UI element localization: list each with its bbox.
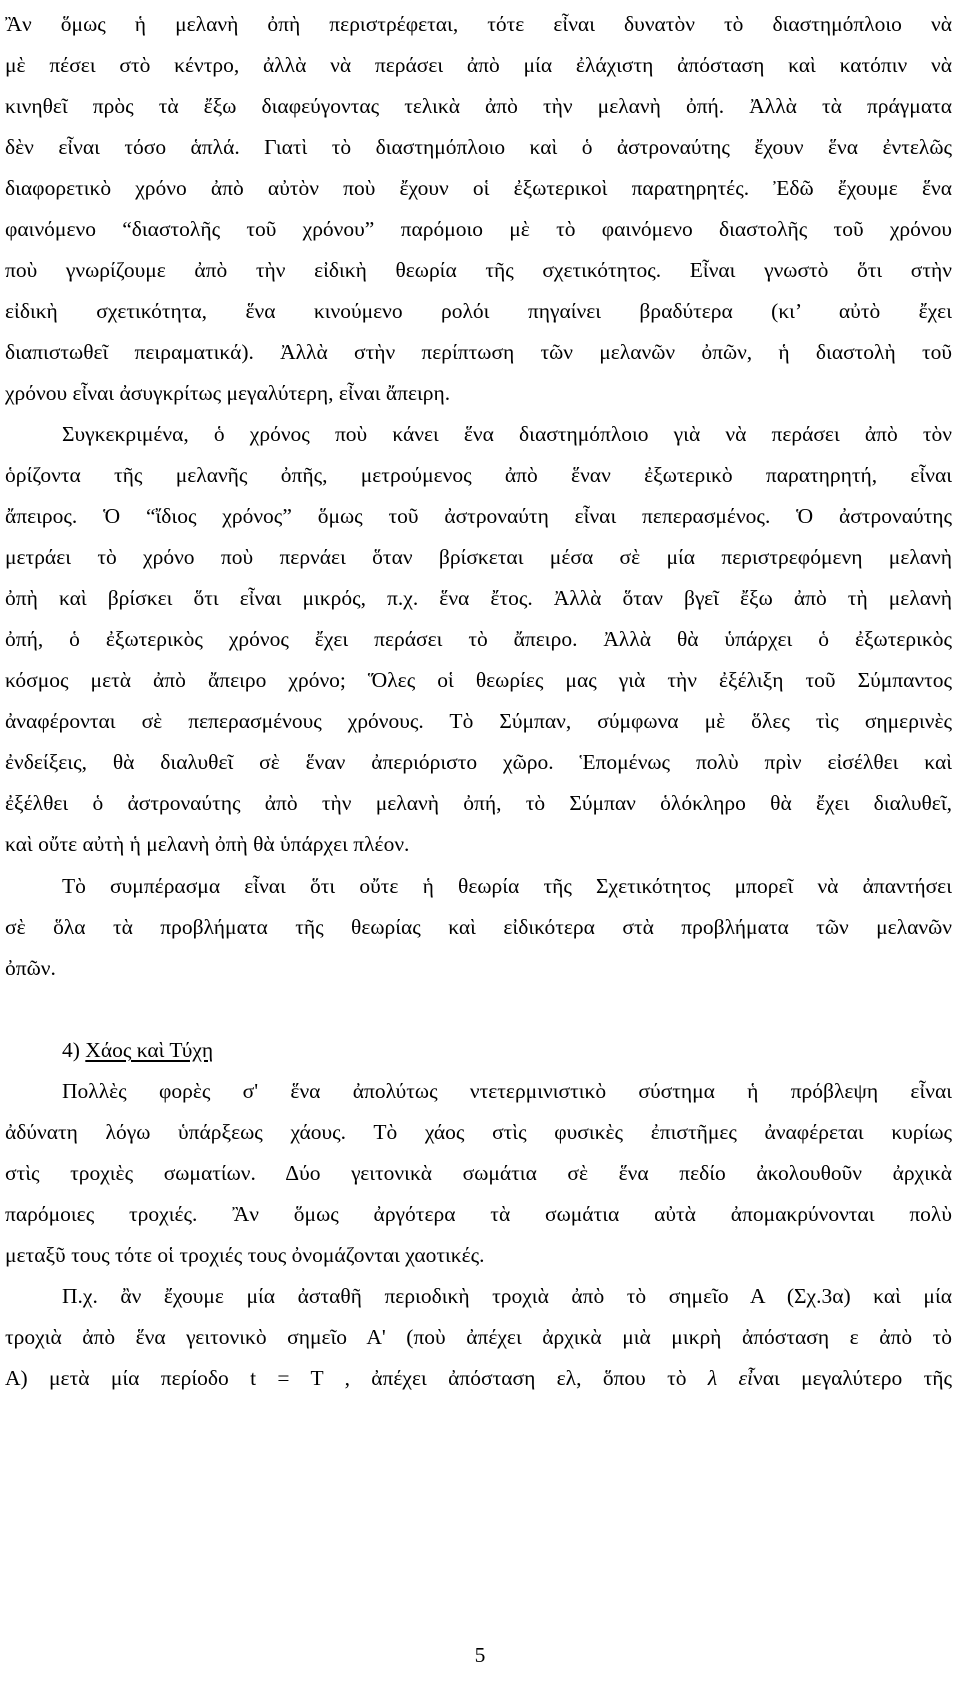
text-line: σὲ ὅλα τὰ προβλήματα τῆς θεωρίας καὶ εἰδικότερα στὰ προβλήματα τῶν μελανῶν [5, 915, 952, 939]
text-line: ἀδύνατη λόγω ὑπάρξεως χάους. Τὸ χάος στὶς φυσικὲς ἐπιστῆμες ἀναφέρεται κυρίως [5, 1120, 952, 1144]
text-line: ἐνδείξεις, θὰ διαλυθεῖ σὲ ἕναν ἀπεριόριστο χῶρο. Ἑπομένως πολὺ πρὶν εἰσέλθει καὶ [5, 750, 952, 774]
page-number: 5 [474, 1643, 486, 1667]
text-line: καὶ οὔτε αὐτὴ ἡ μελανὴ ὀπὴ θὰ ὑπάρχει πλέον. [5, 832, 410, 856]
text-line: παρόμοιες τροχιές. Ἂν ὅμως ἀργότερα τὰ σωμάτια αὐτὰ ἀπομακρύνονται πολὺ [5, 1202, 952, 1226]
text-line: διαφορετικὸ χρόνο ἀπὸ αὐτὸν ποὺ ἔχουν οἱ ἐξωτερικοὶ παρατηρητές. Ἐδῶ ἔχουμε ἕνα [5, 176, 952, 200]
section-heading [5, 1030, 952, 1071]
text-line: ἄπειρος. Ὁ “ἴδιος χρόνος” ὅμως τοῦ ἀστροναύτη εἶναι πεπερασμένος. Ὁ ἀστροναύτης [5, 504, 952, 528]
text-segment: ναι μεγαλύτερο τῆς [753, 1366, 952, 1390]
text-line: ἀναφέρονται σὲ πεπερασμένους χρόνους. Τὸ Σύμπαν, σύμφωνα μὲ ὅλες τὶς σημερινὲς [5, 709, 952, 733]
text-line: στὶς τροχιὲς σωματίων. Δύο γειτονικὰ σωμάτια σὲ ἕνα πεδίο ἀκολουθοῦν ἀρχικὰ [5, 1161, 952, 1185]
text-line: κόσμος μετὰ ἀπὸ ἄπειρο χρόνο; Ὅλες οἱ θεωρίες μας γιὰ τὴν ἐξέλιξη τοῦ Σύμπαντος [5, 668, 952, 692]
paragraph-3 [5, 866, 952, 989]
section-title: Χάος καὶ Τύχη [85, 1038, 214, 1062]
text-line: Συγκεκριμένα, ὁ χρόνος ποὺ κάνει ἕνα διαστημόπλοιο γιὰ νὰ περάσει ἀπὸ τὸν [62, 422, 952, 446]
text-line: μεταξῦ τους τότε οἱ τροχιές τους ὀνομάζονται χαοτικές. [5, 1243, 485, 1267]
text-line: μὲ πέσει στὸ κέντρο, ἀλλὰ νὰ περάσει ἀπὸ μία ἐλάχιστη ἀπόσταση καὶ κατόπιν νὰ [5, 53, 952, 77]
text-line: ὀπὴ καὶ βρίσκει ὅτι εἶναι μικρός, π.χ. ἕνα ἔτος. Ἀλλὰ ὅταν βγεῖ ἔξω ἀπὸ τὴ μελανὴ [5, 586, 952, 610]
text-line: Π.χ. ἂν ἔχουμε μία ἀσταθῆ περιοδικὴ τροχιὰ ἀπὸ τὸ σημεῖο Α (Σχ.3α) καὶ μία [62, 1284, 952, 1308]
text-line: ποὺ γνωρίζουμε ἀπὸ τὴν εἰδικὴ θεωρία τῆς σχετικότητος. Εἶναι γνωστὸ ὅτι στὴν [5, 258, 952, 282]
paragraph-5 [5, 1276, 952, 1399]
text-line: εἰδικὴ σχετικότητα, ἕνα κινούμενο ρολόι πηγαίνει βραδύτερα (κι’ αὐτὸ ἔχει [5, 299, 952, 323]
text-line: τροχιὰ ἀπὸ ἕνα γειτονικὸ σημεῖο Α' (ποὺ ἀπέχει ἀρχικὰ μιὰ μικρὴ ἀπόσταση ε ἀπὸ τὸ [5, 1325, 952, 1349]
text-line: φαινόμενο “διαστολῆς τοῦ χρόνου” παρόμοιο μὲ τὸ φαινόμενο διαστολῆς τοῦ χρόνου [5, 217, 952, 241]
paragraph-4 [5, 1071, 952, 1276]
text-line: ὁρίζοντα τῆς μελανῆς ὀπῆς, μετρούμενος ἀπὸ ἕναν ἐξωτερικὸ παρατηρητή, εἶναι [5, 463, 952, 487]
text-line: ὀπή, ὁ ἐξωτερικὸς χρόνος ἔχει περάσει τὸ ἄπειρο. Ἀλλὰ θὰ ὑπάρχει ὁ ἐξωτερικὸς [5, 627, 952, 651]
text-line: μετράει τὸ χρόνο ποὺ περνάει ὅταν βρίσκεται μέσα σὲ μία περιστρεφόμενη μελανὴ [5, 545, 952, 569]
text-line: χρόνου εἶναι ἀσυγκρίτως μεγαλύτερη, εἶναι ἄπειρη. [5, 381, 451, 405]
text-line: ἐξέλθει ὁ ἀστροναύτης ἀπὸ τὴν μελανὴ ὀπή, τὸ Σύμπαν ὁλόκληρο θὰ ἔχει διαλυθεῖ, [5, 791, 952, 815]
paragraph-2 [5, 414, 952, 865]
text-line [5, 1358, 952, 1399]
text-segment: Α) μετὰ μία περίοδο t = T , ἀπέχει ἀπόσταση ελ, ὅπου τὸ [5, 1366, 708, 1390]
text-line: Ἂν ὅμως ἡ μελανὴ ὀπὴ περιστρέφεται, τότε εἶναι δυνατὸν τὸ διαστημόπλοιο νὰ [5, 12, 952, 36]
paragraph-1 [5, 4, 952, 414]
text-line: Τὸ συμπέρασμα εἶναι ὅτι οὔτε ἡ θεωρία τῆς Σχετικότητος μπορεῖ νὰ ἀπαντήσει [62, 874, 952, 898]
italic-segment: λ εἶ [707, 1366, 753, 1390]
section-number: 4) [62, 1038, 80, 1062]
text-line: διαπιστωθεῖ πειραματικά). Ἀλλὰ στὴν περίπτωση τῶν μελανῶν ὀπῶν, ἡ διαστολὴ τοῦ [5, 340, 952, 364]
text-line: κινηθεῖ πρὸς τὰ ἔξω διαφεύγοντας τελικὰ ἀπὸ τὴν μελανὴ ὀπή. Ἀλλὰ τὰ πράγματα [5, 94, 952, 118]
text-line: δὲν εἶναι τόσο ἁπλά. Γιατὶ τὸ διαστημόπλοιο καὶ ὁ ἀστροναύτης ἔχουν ἕνα ἐντελῶς [5, 135, 952, 159]
text-line: Πολλὲς φορὲς σ' ἕνα ἀπολύτως ντετερμινιστικὸ σύστημα ἡ πρόβλεψη εἶναι [62, 1079, 952, 1103]
text-line: ὀπῶν. [5, 956, 56, 980]
heading-line [5, 1030, 952, 1071]
